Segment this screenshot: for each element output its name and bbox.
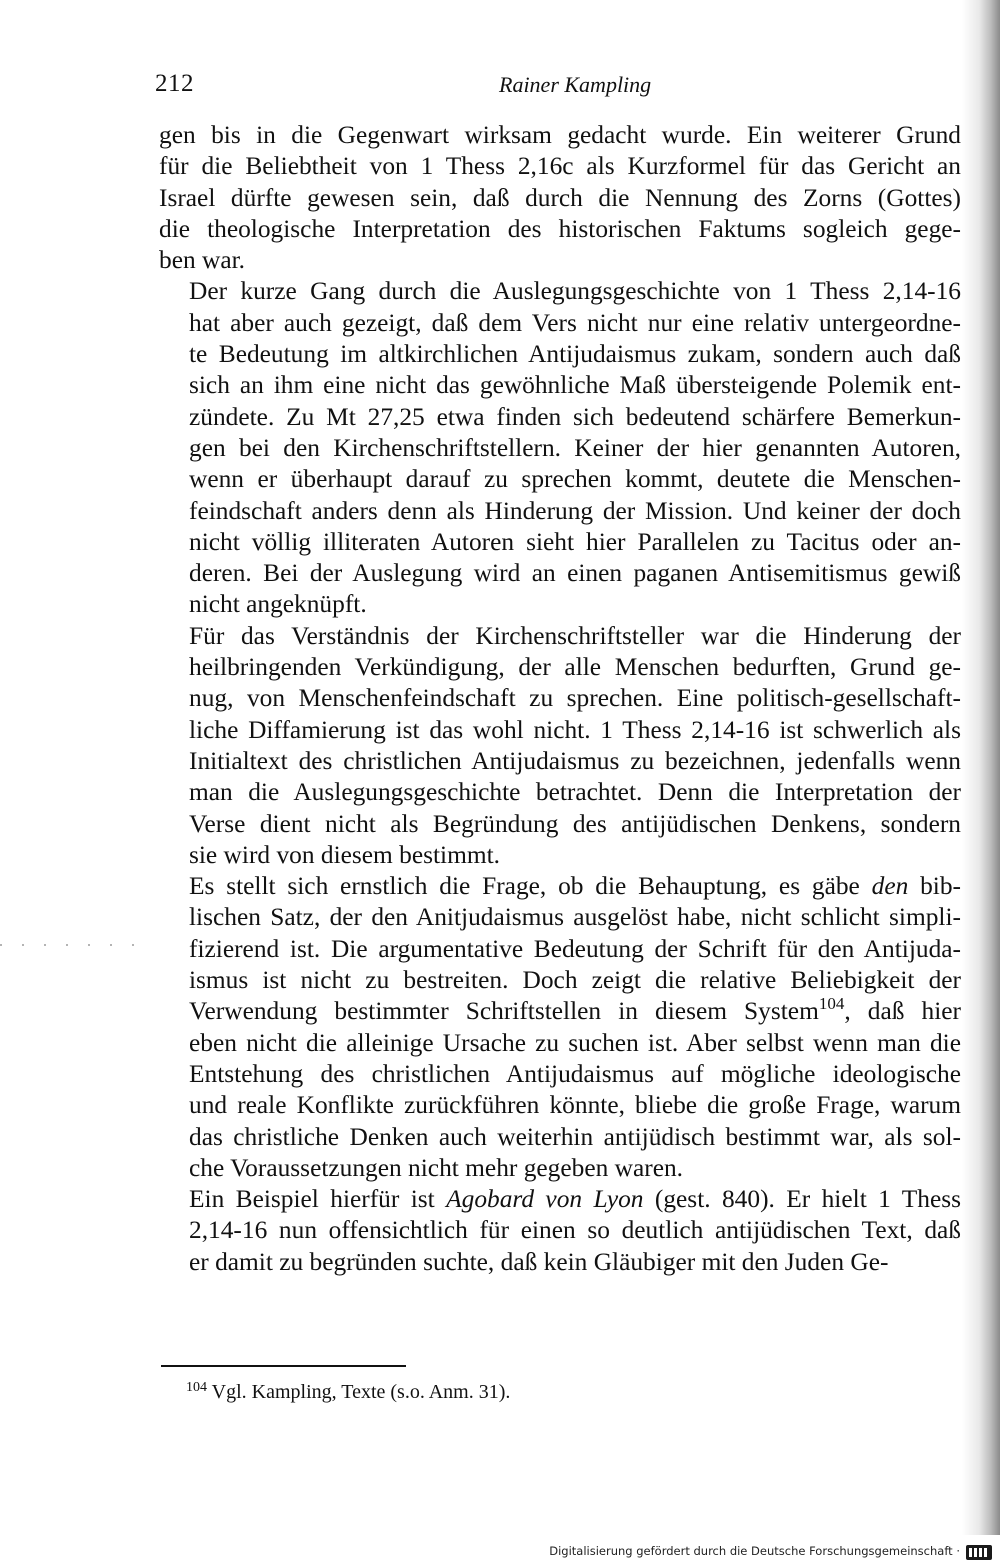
text-line: hat aber auch gezeigt, daß dem Vers nicht nur eine relativ untergeordne- xyxy=(189,308,961,337)
text-line: fizierend ist. Die argumentative Bedeutung der Schrift für den Antijuda- xyxy=(189,934,961,963)
scan-artifact-dots xyxy=(0,944,150,946)
text-line: gen bei den Kirchenschriftstellern. Keiner der hier genannten Autoren, xyxy=(189,433,961,462)
footnote-number: 104 xyxy=(186,1380,207,1395)
text-line: te Bedeutung im altkirchlichen Antijudaismus zukam, sondern auch daß xyxy=(189,340,961,369)
text-line: nicht völlig illiteraten Autoren sieht hier Parallelen zu Tacitus oder an- xyxy=(189,527,961,556)
text-line: 2,14-16 nun offensichtlich für einen so deutlich antijüdischen Text, daß xyxy=(189,1216,961,1245)
text-line: Der kurze Gang durch die Auslegungsgeschichte von 1 Thess 2,14-16 xyxy=(189,277,961,306)
page-header xyxy=(155,62,961,110)
credit-bar xyxy=(0,1535,1000,1566)
text-line: sich an ihm eine nicht das gewöhnliche Maß übersteigende Polemik ent- xyxy=(189,371,961,400)
text-line: gen bis in die Gegenwart wirksam gedacht wurde. Ein weiterer Grund xyxy=(159,121,961,149)
text-line: wenn er überhaupt darauf zu sprechen kommt, deutete die Menschen- xyxy=(189,465,961,494)
paragraph xyxy=(159,621,961,871)
running-head: Rainer Kampling xyxy=(499,72,652,97)
book-page xyxy=(155,62,962,1278)
text-line: das christliche Denken auch weiterhin antijüdisch bestimmt war, als sol- xyxy=(189,1122,961,1151)
digitization-credit: Digitalisierung gefördert durch die Deutsche Forschungsgemeinschaft · xyxy=(549,1544,960,1558)
paragraph xyxy=(159,1184,961,1278)
text-line: Es stellt sich ernstlich die Frage, ob die Behauptung, es gäbe den bib- xyxy=(189,872,961,901)
text-line: und reale Konflikte zurückführen könnte, bliebe die große Frage, warum xyxy=(189,1091,961,1120)
text-line: Initialtext des christlichen Antijudaismus zu bezeichnen, jedenfalls wenn xyxy=(189,746,961,775)
text-line: für die Beliebtheit von 1 Thess 2,16c als Kurzformel für das Gericht an xyxy=(159,152,961,181)
text-line: heilbringenden Verkündigung, der alle Menschen bedurften, Grund ge- xyxy=(189,653,961,682)
footnote-rule xyxy=(161,1365,406,1367)
text-line: Verse dient nicht als Begründung des antijüdischen Denkens, sondern xyxy=(189,809,961,838)
footnote-reference[interactable]: 104 xyxy=(818,994,845,1014)
text-line: lischen Satz, der den Anitjudaismus ausgelöst habe, nicht schlicht simpli- xyxy=(189,903,961,932)
footnote-text: Vgl. Kampling, Texte (s.o. Anm. 31). xyxy=(207,1381,511,1403)
text-line: eben nicht die alleinige Ursache zu suchen ist. Aber selbst wenn man die xyxy=(189,1028,961,1057)
scan-edge-shadow xyxy=(962,0,1000,1535)
dfg-logo-icon xyxy=(966,1545,992,1560)
paragraph xyxy=(159,871,961,1184)
footnote-104 xyxy=(186,1379,510,1405)
page-number: 212 xyxy=(155,70,194,97)
text-line: che Voraussetzungen nicht mehr gegeben waren. xyxy=(189,1153,684,1182)
body-text xyxy=(159,120,961,1278)
text-line: nicht angeknüpft. xyxy=(189,590,367,619)
text-line: Entstehung des christlichen Antijudaismus auf mögliche ideologische xyxy=(189,1059,961,1088)
text-line: er damit zu begründen suchte, daß kein Gläubiger mit den Juden Ge- xyxy=(189,1247,889,1276)
paragraph xyxy=(159,120,961,276)
text-line: Ein Beispiel hierfür ist Agobard von Lyon (gest. 840). Er hielt 1 Thess xyxy=(189,1185,961,1214)
text-line: liche Diffamierung ist das wohl nicht. 1 Thess 2,14-16 ist schwerlich als xyxy=(189,715,961,744)
text-line: Israel dürfte gewesen sein, daß durch die Nennung des Zorns (Gottes) xyxy=(159,183,961,212)
text-line: nug, von Menschenfeindschaft zu sprechen. Eine politisch-gesellschaft- xyxy=(189,684,961,713)
text-line: ben war. xyxy=(159,246,246,275)
text-line: Verwendung bestimmter Schriftstellen in diesem System$^{104}$, daß hier xyxy=(189,994,962,1026)
italic-text: Agobard von Lyon xyxy=(446,1185,644,1214)
text-line: zündete. Zu Mt 27,25 etwa finden sich bedeutend schärfere Bemerkun- xyxy=(189,402,961,431)
text-line: deren. Bei der Auslegung wird an einen paganen Antisemitismus gewiß xyxy=(189,559,961,588)
text-line: ismus ist nicht zu bestreiten. Doch zeigt die relative Beliebigkeit der xyxy=(189,966,961,995)
text-line: man die Auslegungsgeschichte betrachtet. Denn die Interpretation der xyxy=(189,778,961,807)
italic-text: den xyxy=(871,872,909,901)
paragraph xyxy=(159,276,961,620)
text-line: Für das Verständnis der Kirchenschriftsteller war die Hinderung der xyxy=(189,621,961,650)
text-line: feindschaft anders denn als Hinderung der Mission. Und keiner der doch xyxy=(189,496,961,525)
text-line: die theologische Interpretation des historischen Faktums sogleich gege- xyxy=(159,214,961,243)
text-line: sie wird von diesem bestimmt. xyxy=(189,840,500,869)
